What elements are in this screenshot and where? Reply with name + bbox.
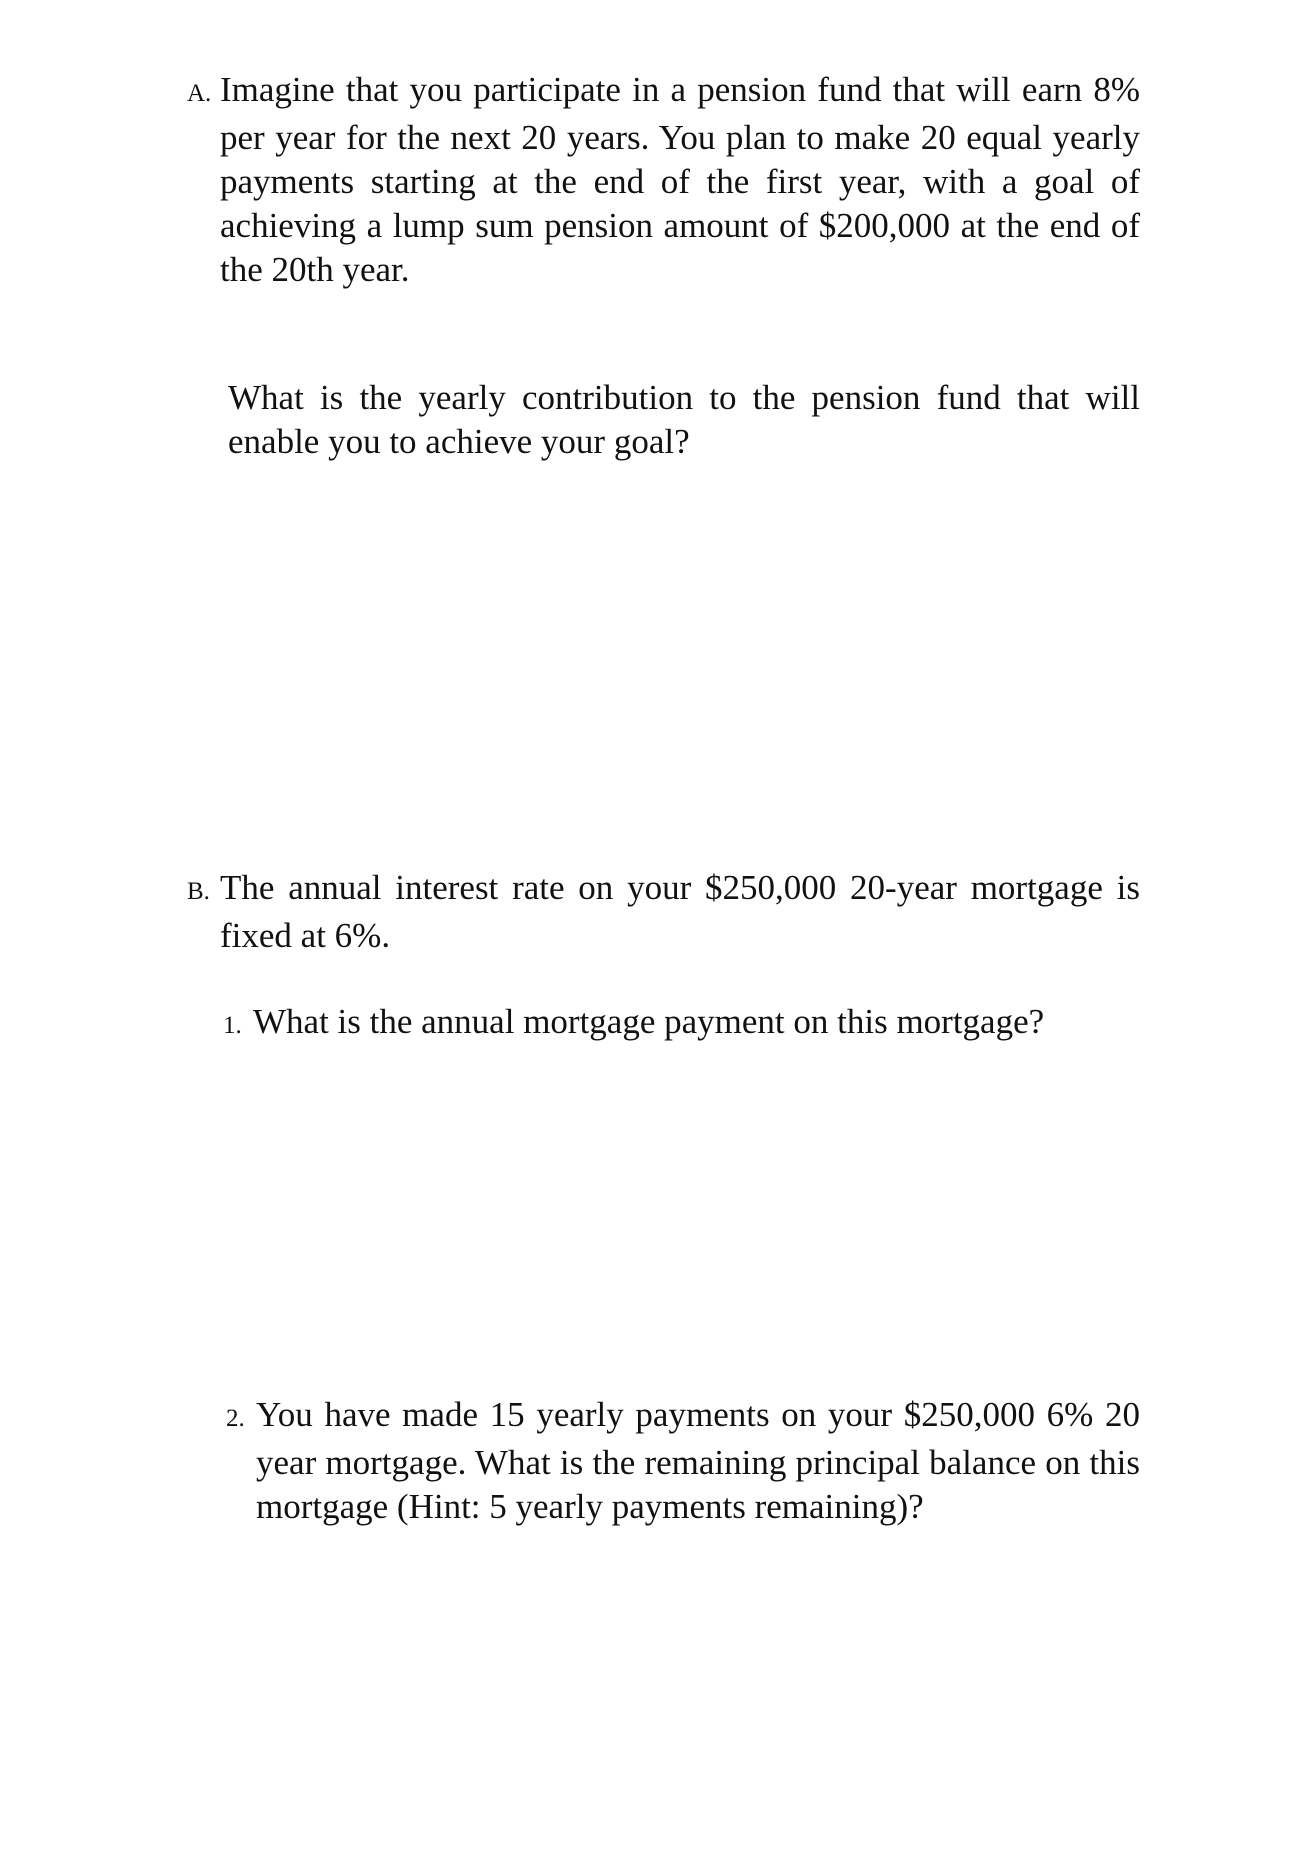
question-b-marker: B. <box>187 878 210 905</box>
question-a-prompt: What is the yearly contribution to the pension fund that will enable you to achieve your goal? <box>228 378 1140 461</box>
question-b-part-2-text: You have made 15 yearly payments on your $250,000 6% 20 year mortgage. What is the remaining principal balance on this mortgage (Hint: 5 yearly payments remaining)? <box>256 1395 1140 1526</box>
question-b-part-1 <box>223 1000 1133 1048</box>
question-b-part-2 <box>226 1393 1140 1529</box>
question-b <box>187 866 1140 958</box>
question-b-part-2-marker: 2. <box>226 1405 245 1432</box>
question-b-part-1-marker: 1. <box>223 1012 242 1039</box>
question-b-part-1-text: What is the annual mortgage payment on this mortgage? <box>253 1002 1045 1041</box>
question-a-marker: A. <box>187 80 212 107</box>
question-a <box>187 68 1140 292</box>
question-a-text: Imagine that you participate in a pension fund that will earn 8% per year for the next 20 years. You plan to make 20 equal yearly payments starting at the end of the first year, with a goal of achieving a lump sum pension amount of $200,000 at the end of the 20th year. <box>220 70 1140 289</box>
question-b-text: The annual interest rate on your $250,000 20-year mortgage is fixed at 6%. <box>220 868 1140 955</box>
